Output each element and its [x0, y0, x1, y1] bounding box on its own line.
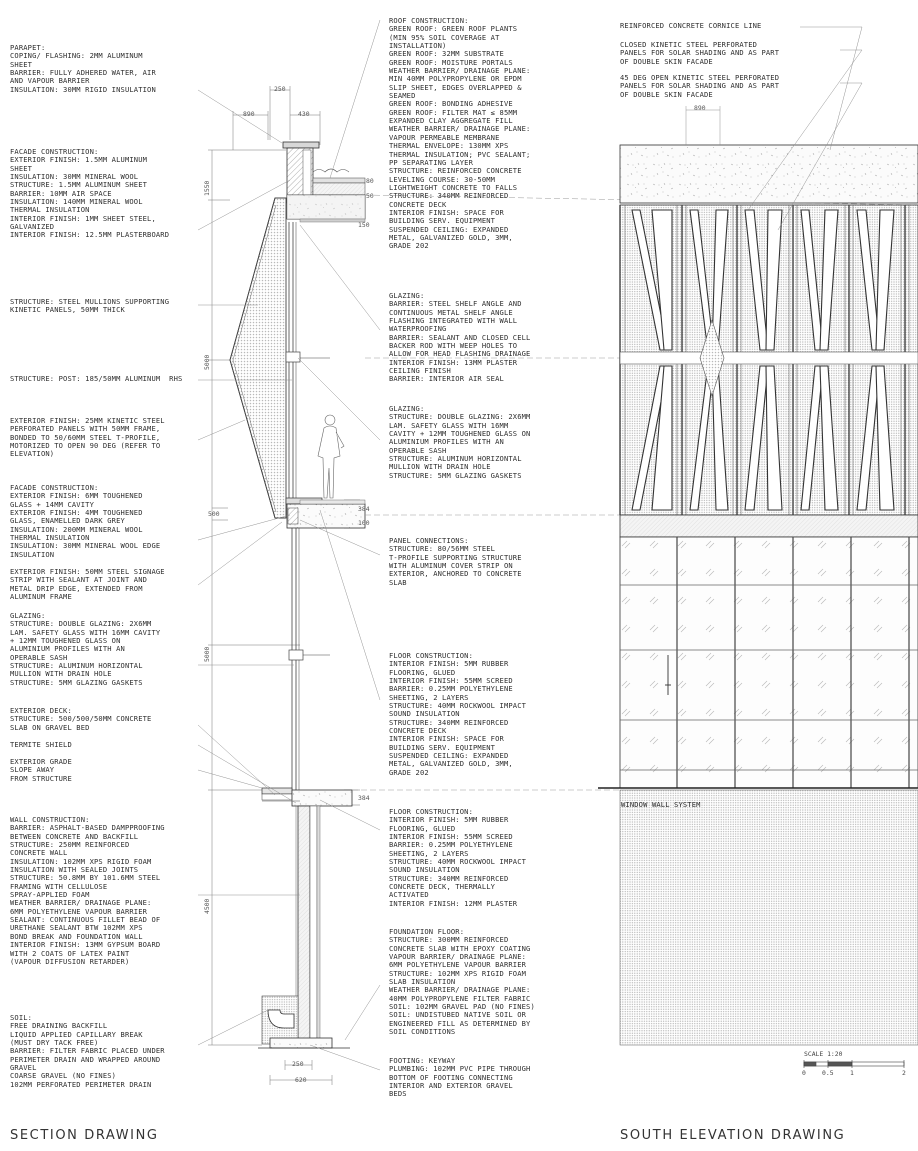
dim-5000-lower: 5000	[203, 646, 211, 662]
scale-tick-0-5: 0.5	[822, 1069, 834, 1077]
section-drawing-title: SECTION DRAWING	[10, 1128, 159, 1143]
second-floor-slab	[286, 498, 365, 528]
dim-890-elevation: 890	[694, 104, 706, 112]
note-roof-construction: ROOF CONSTRUCTION: GREEN ROOF: GREEN ROOF PLANTS (MIN 95% SOIL COVERAGE AT INSTALLATION) GREEN ROOF: 32MM SUBSTRATE GREEN ROOF: MOISTURE PORTALS WEATHER BARRIER/ DRAINAGE PLANE: MIN 40MM POLYPROPYLENE OR EPDM SLIP SHEET, EDGES OVERLAPPED & SEAMED GREEN ROOF: BONDING ADHESIVE GREEN ROOF: FILTER MAT ≤ 85MM EXPANDED CLAY AGGREGATE FILL WEATHER BARRIER/ DRAINAGE PLANE: VAPOUR PERMEABLE MEMBRANE THERMAL ENVELOPE: 130MM XPS THERMAL INSULATION; PVC SEALANT; PP SEPARATING LAYER STRUCTURE: REINFORCED CONCRETE LEVELING COURSE: 30-50MM LIGHTWEIGHT CONCRETE TO FALLS STRUCTURE: 340MM REINFORCED CONCRETE DECK INTERIOR FINISH: SPACE FOR BUILDING SERV. EQUIPMENT SUSPENDED CEILING: EXPANDED METAL, GALVANIZED GOLD, 3MM, GRADE 202	[389, 16, 531, 251]
scale-tick-2: 2	[902, 1069, 906, 1077]
cornice-band	[620, 145, 918, 203]
note-wall-construction: WALL CONSTRUCTION: BARRIER: ASPHALT-BASED DAMPPROOFING BETWEEN CONCRETE AND BACKFILL STRUCTURE: 250MM REINFORCED CONCRETE WALL INSULATION: 102MM XPS RIGID FOAM INSULATION WITH SEALED JOINTS STRUCTURE: 50.8MM BY 101.6MM STEEL FRAMING WITH CELLULOSE SPRAY-APPLIED FOAM WEATHER BARRIER/ DRAINAGE PLANE: 6MM POLYETHYLENE VAPOUR BARRIER SEALANT: CONTINUOUS FILLET BEAD OF URETHANE SEALANT BTW 102MM XPS BOND BREAK AND FOUNDATION WALL INTERIOR FINISH: 13MM GYPSUM BOARD WITH 2 COATS OF LATEX PAINT (VAPOUR DIFFUSION RETARDER)	[10, 815, 165, 966]
dim-5000-upper: 5000	[203, 354, 211, 370]
person-figure-icon	[318, 415, 344, 498]
note-glazing-left: GLAZING: STRUCTURE: DOUBLE GLAZING: 2X6MM LAM. SAFETY GLASS WITH 16MM CAVITY + 12MM TOUGHENED GLASS ON ALUMINIUM PROFILES WITH AN OPERABLE SASH STRUCTURE: ALUMINUM HORIZONTAL MULLION WITH DRAIN HOLE STRUCTURE: 5MM GLAZING GASKETS	[10, 611, 161, 687]
note-aluminum-post: STRUCTURE: POST: 185/50MM ALUMINUM RHS	[10, 374, 183, 383]
note-signage-strip: EXTERIOR FINISH: 50MM STEEL SIGNAGE STRIP WITH SEALANT AT JOINT AND METAL DRIP EDGE, EXTENDED FROM ALUMINUM FRAME	[10, 567, 165, 602]
window-wall-grid	[620, 537, 918, 788]
south-elevation-title: SOUTH ELEVATION DRAWING	[620, 1128, 846, 1143]
foundation-wall	[296, 806, 320, 1046]
dim-80: 80	[366, 177, 374, 185]
note-open-kinetic-panels: 45 DEG OPEN KINETIC STEEL PERFORATED PANELS FOR SOLAR SHADING AND AS PART OF DOUBLE SKIN FACADE	[620, 73, 780, 99]
note-exterior-grade: EXTERIOR GRADE SLOPE AWAY FROM STRUCTURE	[10, 757, 72, 783]
dim-250-top: 250	[274, 85, 286, 93]
south-elevation-drawing	[598, 27, 918, 1068]
note-soil: SOIL: FREE DRAINING BACKFILL LIQUID APPLIED CAPILLARY BREAK (MUST DRY TACK FREE) BARRIER: FILTER FABRIC PLACED UNDER PERIMETER DRAIN AND WRAPPED AROUND GRAVEL COARSE GRAVEL (NO FINES) 102MM PERFORATED PERIMETER DRAIN	[10, 1013, 165, 1089]
ground-glazing-column	[289, 528, 330, 790]
note-parapet: PARAPET: COPING/ FLASHING: 2MM ALUMINUM SHEET BARRIER: FULLY ADHERED WATER, AIR AND VAPOUR BARRIER INSULATION: 30MM RIGID INSULATION	[10, 43, 156, 94]
dim-500: 500	[208, 510, 220, 518]
note-glazing-barrier: GLAZING: BARRIER: STEEL SHELF ANGLE AND CONTINUOUS METAL SHELF ANGLE FLASHING INTEGRATED WITH WALL WATERPROOFING BARRIER: SEALANT AND CLOSED CELL BACKER ROD WITH WEEP HOLES TO ALLOW FOR HEAD FLASHING DRAINAGE INTERIOR FINISH: 13MM PLASTER CEILING FINISH BARRIER: INTERIOR AIR SEAL	[389, 291, 531, 384]
note-window-wall-system: WINDOW WALL SYSTEM	[621, 800, 701, 809]
dim-150: 150	[358, 221, 370, 229]
foundation-elevation	[598, 788, 918, 1045]
note-steel-mullions: STRUCTURE: STEEL MULLIONS SUPPORTING KINETIC PANELS, 50MM THICK	[10, 297, 170, 315]
note-facade-construction-2: FACADE CONSTRUCTION: EXTERIOR FINISH: 6MM TOUGHENED GLASS + 14MM CAVITY EXTERIOR FINISH: 4MM TOUGHENED GLASS, ENAMELLED DARK GREY INSULATION: 200MM MINERAL WOOL THERMAL INSULATION INSULATION: 30MM MINERAL WOOL EDGE INSULATION	[10, 483, 161, 559]
kinetic-panel-section	[230, 198, 286, 518]
scale-bar	[804, 1060, 904, 1068]
note-termite-shield: TERMITE SHIELD	[10, 740, 72, 749]
kinetic-panel-zone	[620, 205, 918, 515]
dim-1550: 1550	[203, 180, 211, 196]
dim-50: 50	[366, 192, 374, 200]
note-facade-construction-1: FACADE CONSTRUCTION: EXTERIOR FINISH: 1.5MM ALUMINUM SHEET INSULATION: 30MM MINERAL WOOL STRUCTURE: 1.5MM ALUMINUM SHEET BARRIER: 10MM AIR SPACE INSULATION: 140MM MINERAL WOOL THERMAL INSULATION INTERIOR FINISH: 1MM SHEET STEEL, GALVANIZED INTERIOR FINISH: 12.5MM PLASTERBOARD	[10, 147, 170, 240]
dim-384-lower: 384	[358, 794, 370, 802]
dim-100: 100	[358, 519, 370, 527]
note-floor-construction-1: FLOOR CONSTRUCTION: INTERIOR FINISH: 5MM RUBBER FLOORING, GLUED INTERIOR FINISH: 55MM SCREED BARRIER: 0.25MM POLYETHYLENE SHEETING, 2 LAYERS STRUCTURE: 40MM ROCKWOOL IMPACT SOUND INSULATION STRUCTURE: 340MM REINFORCED CONCRETE DECK INTERIOR FINISH: SPACE FOR BUILDING SERV. EQUIPMENT SUSPENDED CEILING: EXPANDED METAL, GALVANIZED GOLD, 3MM, GRADE 202	[389, 651, 527, 777]
note-closed-kinetic-panels: CLOSED KINETIC STEEL PERFORATED PANELS FOR SOLAR SHADING AND AS PART OF DOUBLE SKIN FACADE	[620, 40, 780, 66]
note-cornice-line: REINFORCED CONCRETE CORNICE LINE	[620, 21, 762, 30]
note-kinetic-panels: EXTERIOR FINISH: 25MM KINETIC STEEL PERFORATED PANELS WITH 50MM FRAME, BONDED TO 50/60MM STEEL T-PROFILE, MOTORIZED TO OPEN 90 DEG (REFER TO ELEVATION)	[10, 416, 165, 459]
scale-label: SCALE 1:20	[804, 1050, 843, 1058]
dim-4500: 4500	[203, 898, 211, 914]
dim-384-upper: 384	[358, 505, 370, 513]
note-glazing-structure: GLAZING: STRUCTURE: DOUBLE GLAZING: 2X6MM LAM. SAFETY GLASS WITH 16MM CAVITY + 12MM TOUGHENED GLASS ON ALUMINIUM PROFILES WITH AN OPERABLE SASH STRUCTURE: ALUMINUM HORIZONTAL MULLION WITH DRAIN HOLE STRUCTURE: 5MM GLAZING GASKETS	[389, 404, 531, 480]
note-floor-construction-2: FLOOR CONSTRUCTION: INTERIOR FINISH: 5MM RUBBER FLOORING, GLUED INTERIOR FINISH: 55MM SCREED BARRIER: 0.25MM POLYETHYLENE SHEETING, 2 LAYERS STRUCTURE: 40MM ROCKWOOL IMPACT SOUND INSULATION STRUCTURE: 340MM REINFORCED CONCRETE DECK, THERMALLY ACTIVATED INTERIOR FINISH: 12MM PLASTER	[389, 807, 527, 908]
dim-620: 620	[295, 1076, 307, 1084]
parapet-roof-section	[283, 142, 365, 222]
spandrel-band	[620, 515, 918, 537]
note-footing: FOOTING: KEYWAY PLUMBING: 102MM PVC PIPE THROUGH BOTTOM OF FOOTING CONNECTING INTERIOR AND EXTERIOR GRAVEL BEDS	[389, 1056, 531, 1099]
scale-tick-1: 1	[850, 1069, 854, 1077]
dim-250-bottom: 250	[292, 1060, 304, 1068]
note-foundation-floor: FOUNDATION FLOOR: STRUCTURE: 300MM REINFORCED CONCRETE SLAB WITH EPOXY COATING VAPOUR BARRIER/ DRAINAGE PLANE: 6MM POLYETHYLENE VAPOUR BARRIER STRUCTURE: 102MM XPS RIGID FOAM SLAB INSULATION WEATHER BARRIER/ DRAINAGE PLANE: 40MM POLYPROPYLENE FILTER FABRIC SOIL: 102MM GRAVEL PAD (NO FINES) SOIL: UNDISTUBED NATIVE SOIL OR ENGINEERED FILL AS DETERMINED BY SOIL CONDITIONS	[389, 927, 535, 1037]
dim-890-top: 890	[243, 110, 255, 118]
note-exterior-deck: EXTERIOR DECK: STRUCTURE: 500/500/50MM CONCRETE SLAB ON GRAVEL BED	[10, 706, 152, 732]
scale-tick-0: 0	[802, 1069, 806, 1077]
note-panel-connections: PANEL CONNECTIONS: STRUCTURE: 80/56MM STEEL T-PROFILE SUPPORTING STRUCTURE WITH ALUMINUM COVER STRIP ON EXTERIOR, ANCHORED TO CONCRETE SLAB	[389, 536, 522, 587]
dim-430: 430	[298, 110, 310, 118]
